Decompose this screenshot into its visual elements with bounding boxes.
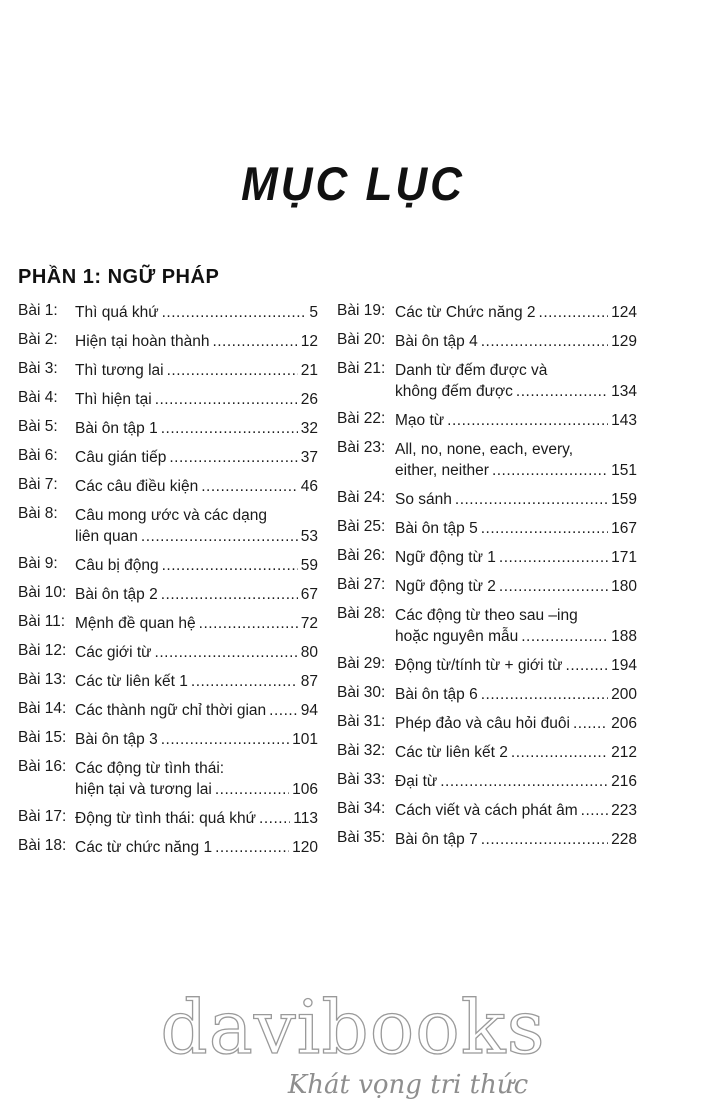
lesson-number: Bài 4: (18, 389, 58, 406)
lesson-title-line (75, 360, 318, 381)
toc-entry (337, 684, 637, 705)
lesson-title: Câu bị động (75, 557, 159, 574)
page-number: 12 (300, 333, 318, 350)
lesson-title: Bài ôn tập 6 (395, 686, 478, 703)
toc-entry (18, 584, 318, 605)
lesson-body (395, 829, 637, 850)
toc-entry (337, 800, 637, 821)
lesson-body (75, 671, 318, 692)
dot-leader (215, 837, 289, 858)
lesson-title: Mạo từ (395, 412, 445, 429)
lesson-title-line (75, 505, 318, 526)
lesson-title-line (75, 584, 318, 605)
dot-leader (455, 489, 608, 510)
toc-entry (18, 476, 318, 497)
lesson-number: Bài 22: (337, 410, 386, 427)
lesson-body (75, 700, 318, 721)
lesson-title-line (395, 626, 637, 647)
lesson-number: Bài 9: (18, 555, 58, 572)
dot-leader (499, 547, 608, 568)
lesson-body (395, 771, 637, 792)
lesson-number: Bài 12: (18, 642, 67, 659)
lesson-title: Các từ Chức năng 2 (395, 304, 536, 321)
toc-right-column (337, 302, 637, 858)
lesson-title: Các động từ theo sau –ing (395, 607, 578, 624)
lesson-title: Câu mong ước và các dạng (75, 507, 268, 524)
page-number: 206 (611, 715, 637, 732)
page-number: 129 (611, 333, 637, 350)
lesson-body (75, 555, 318, 576)
lesson-title: Câu gián tiếp (75, 449, 167, 466)
lesson-title: Ngữ động từ 1 (395, 549, 496, 566)
page-number: 67 (300, 586, 318, 603)
page-number: 80 (300, 644, 318, 661)
lesson-title-line (395, 489, 637, 510)
lesson-body (395, 360, 637, 402)
lesson-body (75, 331, 318, 352)
lesson-body (395, 547, 637, 568)
dot-leader (169, 447, 297, 468)
toc-entry (337, 576, 637, 597)
lesson-number: Bài 34: (337, 800, 386, 817)
lesson-title: Động từ/tính từ + giới từ (395, 657, 563, 674)
page-number: 5 (309, 304, 318, 321)
lesson-title-line (395, 800, 637, 821)
lesson-body (395, 605, 637, 647)
lesson-number: Bài 6: (18, 447, 58, 464)
lesson-title-line (75, 389, 318, 410)
lesson-title-line (75, 555, 318, 576)
toc-entry (337, 410, 637, 431)
lesson-number: Bài 26: (337, 547, 386, 564)
lesson-body (75, 808, 318, 829)
dot-leader (511, 742, 608, 763)
lesson-title-line (395, 684, 637, 705)
lesson-number: Bài 27: (337, 576, 386, 593)
page-number: 134 (611, 383, 637, 400)
lesson-body (395, 576, 637, 597)
lesson-title-line (75, 526, 318, 547)
toc-entry (18, 613, 318, 634)
dot-leader (481, 684, 608, 705)
toc-entry (337, 439, 637, 481)
dot-leader (447, 410, 608, 431)
lesson-title: Động từ tình thái: quá khứ (75, 810, 257, 827)
dot-leader (259, 808, 290, 829)
lesson-title-line (395, 742, 637, 763)
lesson-number: Bài 32: (337, 742, 386, 759)
lesson-title: Bài ôn tập 2 (75, 586, 158, 603)
toc-entry (337, 518, 637, 539)
toc-entry (18, 302, 318, 323)
lesson-title: Các từ liên kết 1 (75, 673, 188, 690)
dot-leader (167, 360, 298, 381)
watermark-logo: davibooks (160, 985, 546, 1071)
dot-leader (481, 518, 608, 539)
lesson-body (395, 302, 637, 323)
page-title: MỤC LỤC (241, 158, 465, 211)
lesson-number: Bài 33: (337, 771, 386, 788)
lesson-body (395, 518, 637, 539)
page-number: 143 (611, 412, 637, 429)
lesson-body (75, 584, 318, 605)
lesson-title: Cách viết và cách phát âm (395, 802, 578, 819)
toc-entry (18, 360, 318, 381)
page-number: 180 (611, 578, 637, 595)
lesson-title-line (395, 576, 637, 597)
dot-leader (481, 331, 608, 352)
lesson-title-line (395, 713, 637, 734)
lesson-title-line (75, 808, 318, 829)
lesson-title-line (75, 758, 318, 779)
page-number: 113 (293, 810, 318, 827)
lesson-number: Bài 2: (18, 331, 58, 348)
lesson-body (75, 837, 318, 858)
lesson-title: hiện tại và tương lai (75, 781, 212, 798)
lesson-number: Bài 25: (337, 518, 386, 535)
dot-leader (155, 642, 298, 663)
page-number: 188 (611, 628, 637, 645)
page-number: 151 (611, 462, 637, 479)
page-number: 159 (611, 491, 637, 508)
page-number: 212 (611, 744, 637, 761)
lesson-body (395, 742, 637, 763)
lesson-title-line (75, 642, 318, 663)
lesson-body (75, 302, 318, 323)
lesson-number: Bài 14: (18, 700, 67, 717)
lesson-title: Phép đảo và câu hỏi đuôi (395, 715, 570, 732)
lesson-number: Bài 23: (337, 439, 386, 456)
lesson-title: either, neither (395, 462, 489, 479)
page-number: 101 (292, 731, 318, 748)
page-number: 200 (611, 686, 637, 703)
lesson-number: Bài 31: (337, 713, 386, 730)
lesson-title: Bài ôn tập 4 (395, 333, 478, 350)
lesson-title-line (75, 418, 318, 439)
dot-leader (162, 555, 298, 576)
lesson-title-line (395, 829, 637, 850)
page-number: 167 (611, 520, 637, 537)
lesson-title-line (395, 410, 637, 431)
page-number: 124 (611, 304, 637, 321)
toc-entry (337, 605, 637, 647)
dot-leader (161, 418, 298, 439)
lesson-title: So sánh (395, 491, 452, 508)
dot-leader (581, 800, 608, 821)
lesson-title: Bài ôn tập 5 (395, 520, 478, 537)
lesson-title: Các động từ tình thái: (75, 760, 225, 777)
toc-entry (18, 505, 318, 547)
lesson-number: Bài 1: (18, 302, 58, 319)
lesson-title: Thì tương lai (75, 362, 164, 379)
lesson-number: Bài 18: (18, 837, 67, 854)
lesson-number: Bài 29: (337, 655, 386, 672)
toc-entry (18, 758, 318, 800)
page-number: 194 (611, 657, 637, 674)
toc-entry (18, 729, 318, 750)
lesson-title: hoặc nguyên mẫu (395, 628, 519, 645)
lesson-body (395, 713, 637, 734)
lesson-body (395, 331, 637, 352)
dot-leader (212, 331, 297, 352)
dot-leader (539, 302, 609, 323)
toc-entry (18, 418, 318, 439)
dot-leader (566, 655, 609, 676)
watermark-tagline: Khát vọng tri thức (287, 1070, 529, 1100)
lesson-title-line (75, 613, 318, 634)
page-number: 94 (300, 702, 318, 719)
lesson-body (395, 800, 637, 821)
lesson-title-line (395, 381, 637, 402)
lesson-title: Hiện tại hoàn thành (75, 333, 210, 350)
toc-entry (18, 808, 318, 829)
page-number: 59 (300, 557, 318, 574)
toc-left-column (18, 302, 318, 866)
lesson-title-line (75, 837, 318, 858)
page-number: 216 (611, 773, 637, 790)
dot-leader (155, 389, 298, 410)
lesson-title-line (75, 476, 318, 497)
toc-entry (18, 837, 318, 858)
lesson-title-line (395, 331, 637, 352)
lesson-number: Bài 5: (18, 418, 58, 435)
dot-leader (161, 729, 289, 750)
lesson-title-line (395, 439, 637, 460)
lesson-body (75, 642, 318, 663)
page-number: 21 (300, 362, 318, 379)
page-number: 223 (611, 802, 637, 819)
page-number: 106 (292, 781, 318, 798)
lesson-title-line (75, 331, 318, 352)
lesson-title-line (395, 302, 637, 323)
page-number: 26 (300, 391, 318, 408)
dot-leader (573, 713, 608, 734)
page-number: 37 (300, 449, 318, 466)
toc-entry (337, 713, 637, 734)
dot-leader (516, 381, 608, 402)
dot-leader (191, 671, 298, 692)
lesson-body (75, 476, 318, 497)
toc-entry (18, 331, 318, 352)
lesson-title: Danh từ đếm được và (395, 362, 548, 379)
lesson-number: Bài 11: (18, 613, 66, 630)
page-number: 72 (300, 615, 318, 632)
lesson-number: Bài 13: (18, 671, 67, 688)
page-number: 171 (611, 549, 637, 566)
dot-leader (492, 460, 608, 481)
dot-leader (162, 302, 307, 323)
lesson-title-line (395, 518, 637, 539)
lesson-title-line (75, 302, 318, 323)
toc-entry (337, 655, 637, 676)
page-number: 32 (300, 420, 318, 437)
toc-entry (337, 547, 637, 568)
dot-leader (481, 829, 608, 850)
lesson-title: Các từ chức năng 1 (75, 839, 213, 856)
toc-entry (18, 447, 318, 468)
lesson-title-line (395, 655, 637, 676)
lesson-number: Bài 7: (18, 476, 58, 493)
toc-entry (337, 331, 637, 352)
lesson-body (75, 613, 318, 634)
lesson-body (395, 489, 637, 510)
lesson-title-line (75, 671, 318, 692)
page-number: 120 (292, 839, 318, 856)
lesson-number: Bài 28: (337, 605, 386, 622)
lesson-body (395, 439, 637, 481)
lesson-body (75, 360, 318, 381)
toc-entry (337, 771, 637, 792)
lesson-title: All, no, none, each, every, (395, 441, 574, 458)
page-number: 228 (611, 831, 637, 848)
lesson-title: Các giới từ (75, 644, 152, 661)
lesson-title-line (395, 460, 637, 481)
dot-leader (521, 626, 608, 647)
lesson-number: Bài 20: (337, 331, 386, 348)
lesson-title-line (395, 360, 637, 381)
lesson-title-line (75, 447, 318, 468)
dot-leader (141, 526, 298, 547)
lesson-title: Ngữ động từ 2 (395, 578, 496, 595)
lesson-title-line (395, 605, 637, 626)
toc-entry (337, 489, 637, 510)
lesson-body (75, 505, 318, 547)
lesson-number: Bài 24: (337, 489, 386, 506)
toc-entry (337, 742, 637, 763)
lesson-title: liên quan (75, 528, 138, 545)
lesson-body (395, 410, 637, 431)
lesson-number: Bài 30: (337, 684, 386, 701)
toc-entry (18, 671, 318, 692)
toc-entry (18, 642, 318, 663)
dot-leader (499, 576, 608, 597)
lesson-body (75, 447, 318, 468)
dot-leader (201, 476, 298, 497)
toc-entry (18, 700, 318, 721)
lesson-title: Bài ôn tập 7 (395, 831, 478, 848)
lesson-title: Bài ôn tập 1 (75, 420, 158, 437)
toc-entry (337, 360, 637, 402)
lesson-title-line (395, 547, 637, 568)
lesson-body (395, 655, 637, 676)
lesson-title: Các từ liên kết 2 (395, 744, 508, 761)
page-number: 53 (300, 528, 318, 545)
lesson-title: Các câu điều kiện (75, 478, 199, 495)
lesson-title-line (395, 771, 637, 792)
toc-entry (18, 389, 318, 410)
lesson-number: Bài 15: (18, 729, 67, 746)
lesson-title-line (75, 729, 318, 750)
dot-leader (199, 613, 298, 634)
lesson-body (75, 418, 318, 439)
lesson-number: Bài 10: (18, 584, 67, 601)
lesson-number: Bài 3: (18, 360, 58, 377)
lesson-title: Mệnh đề quan hệ (75, 615, 196, 632)
lesson-body (75, 389, 318, 410)
lesson-body (75, 729, 318, 750)
lesson-number: Bài 35: (337, 829, 386, 846)
page-number: 46 (300, 478, 318, 495)
dot-leader (269, 700, 298, 721)
dot-leader (215, 779, 289, 800)
lesson-number: Bài 8: (18, 505, 58, 522)
lesson-title: Thì quá khứ (75, 304, 159, 321)
lesson-number: Bài 19: (337, 302, 386, 319)
lesson-body (75, 758, 318, 800)
lesson-number: Bài 17: (18, 808, 67, 825)
toc-entry (18, 555, 318, 576)
dot-leader (161, 584, 298, 605)
dot-leader (440, 771, 608, 792)
lesson-title: không đếm được (395, 383, 513, 400)
toc-entry (337, 302, 637, 323)
lesson-title: Bài ôn tập 3 (75, 731, 158, 748)
lesson-number: Bài 21: (337, 360, 386, 377)
section-heading: PHẦN 1: NGỮ PHÁP (18, 266, 220, 288)
lesson-title-line (75, 700, 318, 721)
lesson-title: Các thành ngữ chỉ thời gian (75, 702, 267, 719)
lesson-body (395, 684, 637, 705)
toc-entry (337, 829, 637, 850)
lesson-title-line (75, 779, 318, 800)
lesson-number: Bài 16: (18, 758, 67, 775)
page-number: 87 (300, 673, 318, 690)
lesson-title: Đại từ (395, 773, 438, 790)
lesson-title: Thì hiện tại (75, 391, 152, 408)
